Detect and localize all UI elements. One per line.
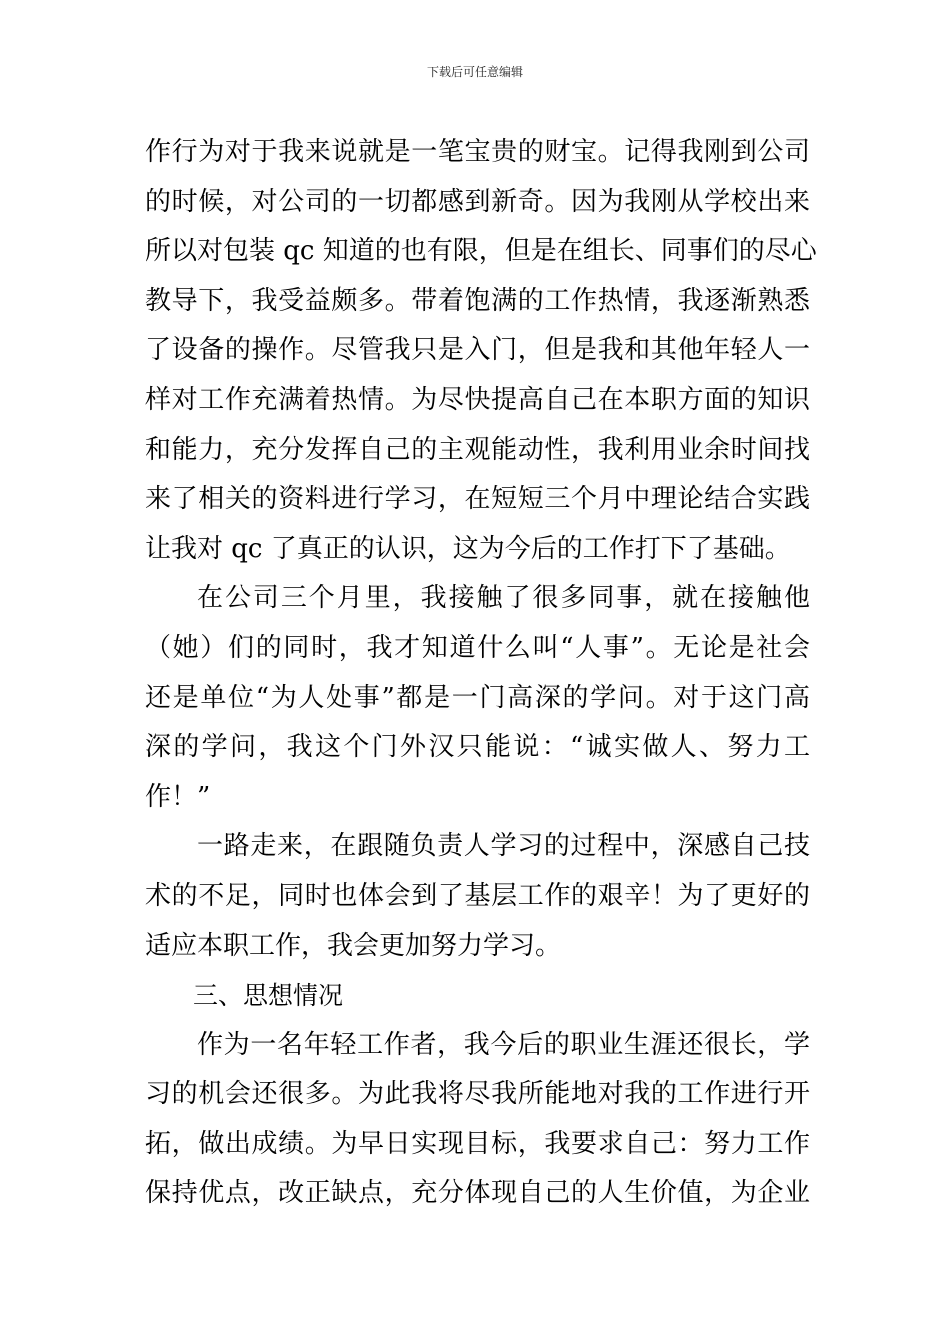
text-line: 了设备的操作。尽管我只是入门，但是我和其他年轻人一 [145,335,810,366]
text-line: 所以对包装 qc 知道的也有限，但是在组长、同事们的尽心 [145,236,817,267]
paragraph-first-line: 一路走来，在跟随负责人学习的过程中，深感自己技 [197,831,810,862]
text-line: （她）们的同时，我才知道什么叫“人事”。无论是社会 [145,632,810,663]
text-line: 样对工作充满着热情。为尽快提高自己在本职方面的知识 [145,384,810,415]
paragraph-first-line: 在公司三个月里，我接触了很多同事，就在接触他 [197,583,810,614]
page-header: 下载后可任意编辑 [426,65,523,79]
text-line: 术的不足，同时也体会到了基层工作的艰辛！为了更好的 [145,880,810,911]
paragraph-first-line: 作为一名年轻工作者，我今后的职业生涯还很长，学 [197,1029,810,1060]
text-line: 的时候，对公司的一切都感到新奇。因为我刚从学校出来 [145,186,810,217]
text-line: 和能力，充分发挥自己的主观能动性，我利用业余时间找 [145,434,810,465]
text-line: 让我对 qc 了真正的认识，这为今后的工作打下了基础。 [145,533,791,564]
text-line: 习的机会还很多。为此我将尽我所能地对我的工作进行开 [145,1079,810,1110]
text-line: 适应本职工作，我会更加努力学习。 [145,930,562,961]
body-text [145,128,817,1219]
text-line: 作！” [145,781,211,812]
text-line: 保持优点，改正缺点，充分体现自己的人生价值，为企业 [145,1178,810,1209]
text-line: 作行为对于我来说就是一笔宝贵的财宝。记得我刚到公司 [145,137,810,167]
text-line: 还是单位“为人处事”都是一门高深的学问。对于这门高 [145,682,810,713]
text-line: 来了相关的资料进行学习，在短短三个月中理论结合实践 [145,484,810,515]
text-line: 深的学问，我这个门外汉只能说：“诚实做人、努力工 [145,732,810,763]
text-line: 教导下，我受益颇多。带着饱满的工作热情，我逐渐熟悉 [145,285,810,316]
section-heading: 三、思想情况 [193,981,344,1011]
text-line: 拓，做出成绩。为早日实现目标，我要求自己：努力工作 [145,1128,810,1159]
